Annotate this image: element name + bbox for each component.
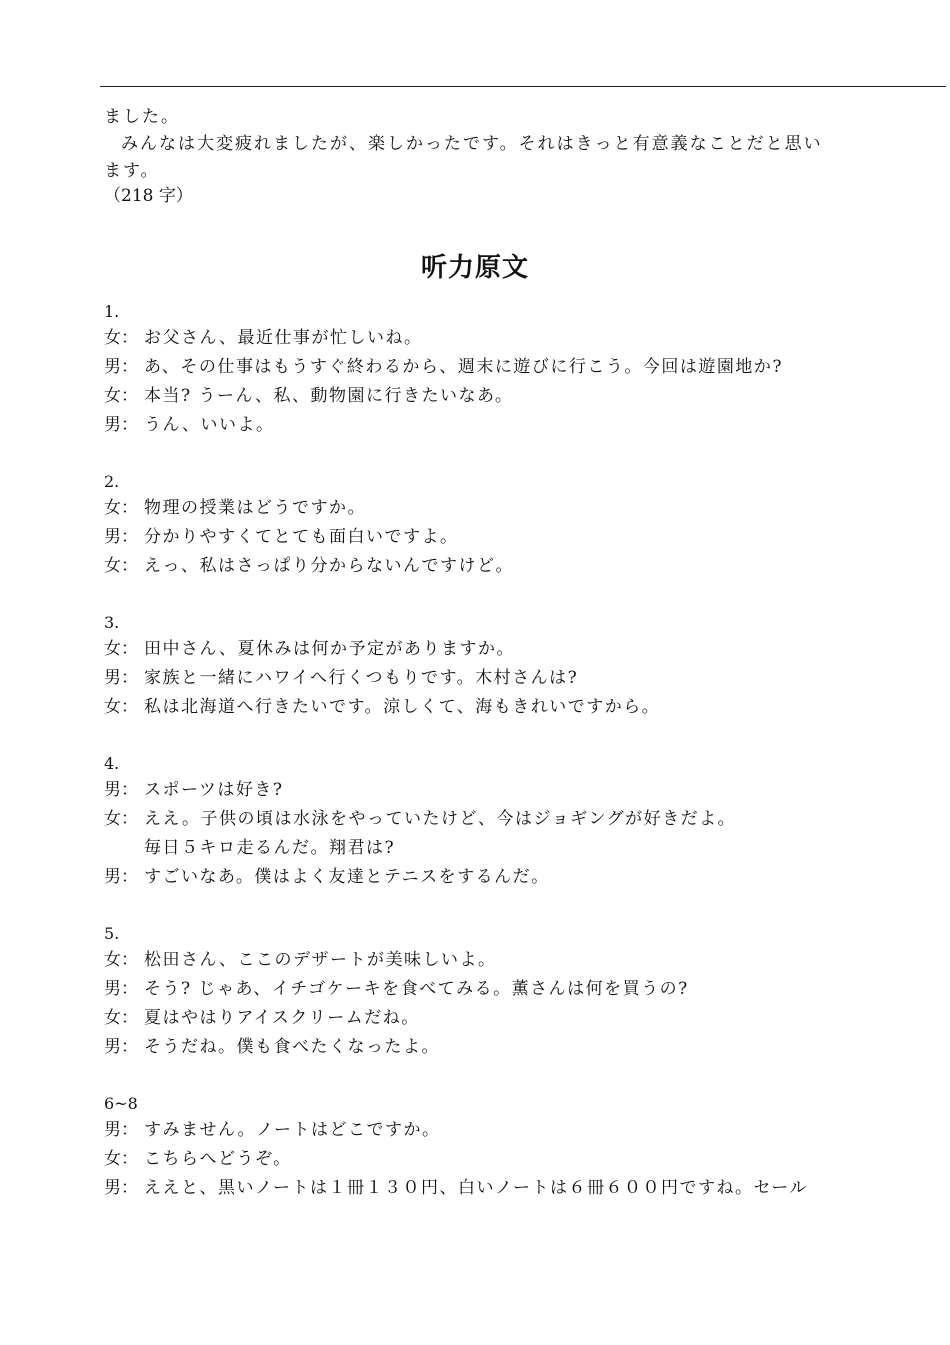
speaker-label: 男：: [104, 357, 138, 377]
dialogue-line: [104, 382, 904, 411]
line-text: うん、いいよ。: [144, 415, 275, 435]
line-text: 夏はやはりアイスクリームだね。: [144, 1008, 420, 1028]
dialogue-section-1: [104, 300, 904, 440]
speaker-label: 女：: [104, 809, 138, 829]
dialogue-list: [104, 300, 904, 1233]
speaker-label: 女：: [104, 1008, 138, 1028]
dialogue-line: [104, 411, 904, 440]
line-text: スポーツは好き?: [144, 780, 284, 800]
dialogue-line: [104, 552, 904, 581]
speaker-label: 女：: [104, 950, 138, 970]
speaker-label: 女：: [104, 498, 138, 518]
section-number: 4.: [104, 754, 120, 773]
dialogue-line: [104, 1116, 904, 1145]
speaker-label: 男：: [104, 780, 138, 800]
dialogue-section-4: [104, 752, 904, 892]
essay-line-3: ます。: [104, 161, 160, 181]
line-text: すみません。ノートはどこですか。: [144, 1120, 441, 1140]
line-text: 松田さん、ここのデザートが美味しいよ。: [144, 950, 497, 970]
speaker-label: 女：: [104, 556, 138, 576]
line-text: 毎日５キロ走るんだ。翔君は?: [144, 838, 396, 858]
dialogue-section-2: [104, 470, 904, 581]
dialogue-section-5: [104, 922, 904, 1062]
line-text: すごいなあ。僕はよく友達とテニスをするんだ。: [144, 867, 550, 887]
speaker-label: 男：: [104, 867, 138, 887]
section-number: 6~8: [104, 1094, 138, 1113]
speaker-label: 男：: [104, 979, 138, 999]
speaker-label: 男：: [104, 1178, 138, 1198]
page-title: 听力原文: [420, 253, 529, 283]
essay-line-2: みんなは大変疲れましたが、楽しかったです。それはきっと有意義なことだと思い: [121, 134, 823, 154]
line-text: 田中さん、夏休みは何か予定がありますか。: [144, 639, 516, 659]
line-text: 分かりやすくてとても面白いですよ。: [144, 527, 459, 547]
dialogue-line: [104, 1145, 904, 1174]
dialogue-line: [104, 863, 904, 892]
dialogue-section-3: [104, 611, 904, 722]
speaker-label: 男：: [104, 527, 138, 547]
essay-line-1: ました。: [104, 107, 180, 127]
dialogue-line: [104, 805, 904, 834]
dialogue-line: [104, 664, 904, 693]
dialogue-line: [104, 1004, 904, 1033]
dialogue-line: [104, 494, 904, 523]
speaker-label: 女：: [104, 697, 138, 717]
dialogue-line: [104, 324, 904, 353]
speaker-label: [104, 834, 144, 863]
line-text: そう? じゃあ、イチゴケーキを食べてみる。薫さんは何を買うの?: [144, 979, 689, 999]
line-text: お父さん、最近仕事が忙しいね。: [144, 328, 423, 348]
dialogue-line: [104, 1033, 904, 1062]
speaker-label: 男：: [104, 668, 138, 688]
line-text: ええ。子供の頃は水泳をやっていたけど、今はジョギングが好きだよ。: [144, 809, 737, 829]
dialogue-line-continued: [104, 834, 904, 863]
essay-block: [104, 104, 864, 207]
speaker-label: 女：: [104, 328, 138, 348]
line-text: 物理の授業はどうですか。: [144, 498, 366, 518]
section-number: 5.: [104, 924, 120, 943]
line-text: ええと、黒いノートは１冊１３０円、白いノートは６冊６００円ですね。セール: [144, 1178, 808, 1198]
line-text: あ、その仕事はもうすぐ終わるから、週末に遊びに行こう。今回は遊園地か?: [144, 357, 783, 377]
speaker-label: 男：: [104, 1037, 138, 1057]
dialogue-line: [104, 635, 904, 664]
line-text: 本当? うーん、私、動物園に行きたいなあ。: [144, 386, 514, 406]
section-number: 2.: [104, 472, 120, 491]
speaker-label: 男：: [104, 415, 138, 435]
dialogue-line: [104, 693, 904, 722]
section-number: 3.: [104, 613, 120, 632]
dialogue-line: [104, 975, 904, 1004]
section-number: 1.: [104, 302, 120, 321]
dialogue-line: [104, 1174, 904, 1203]
speaker-label: 女：: [104, 386, 138, 406]
speaker-label: 女：: [104, 1149, 138, 1169]
dialogue-line: [104, 776, 904, 805]
line-text: えっ、私はさっぱり分からないんですけど。: [144, 556, 514, 576]
dialogue-line: [104, 946, 904, 975]
line-text: こちらへどうぞ。: [144, 1149, 292, 1169]
line-text: 私は北海道へ行きたいです。涼しくて、海もきれいですから。: [144, 697, 661, 717]
header-rule: [100, 86, 946, 87]
line-text: 家族と一緒にハワイへ行くつもりです。木村さんは?: [144, 668, 579, 688]
dialogue-line: [104, 523, 904, 552]
dialogue-line: [104, 353, 904, 382]
character-count: （218 字）: [104, 186, 193, 206]
dialogue-section-6-8: [104, 1092, 904, 1203]
line-text: そうだね。僕も食べたくなったよ。: [144, 1037, 440, 1057]
speaker-label: 女：: [104, 639, 138, 659]
speaker-label: 男：: [104, 1120, 138, 1140]
